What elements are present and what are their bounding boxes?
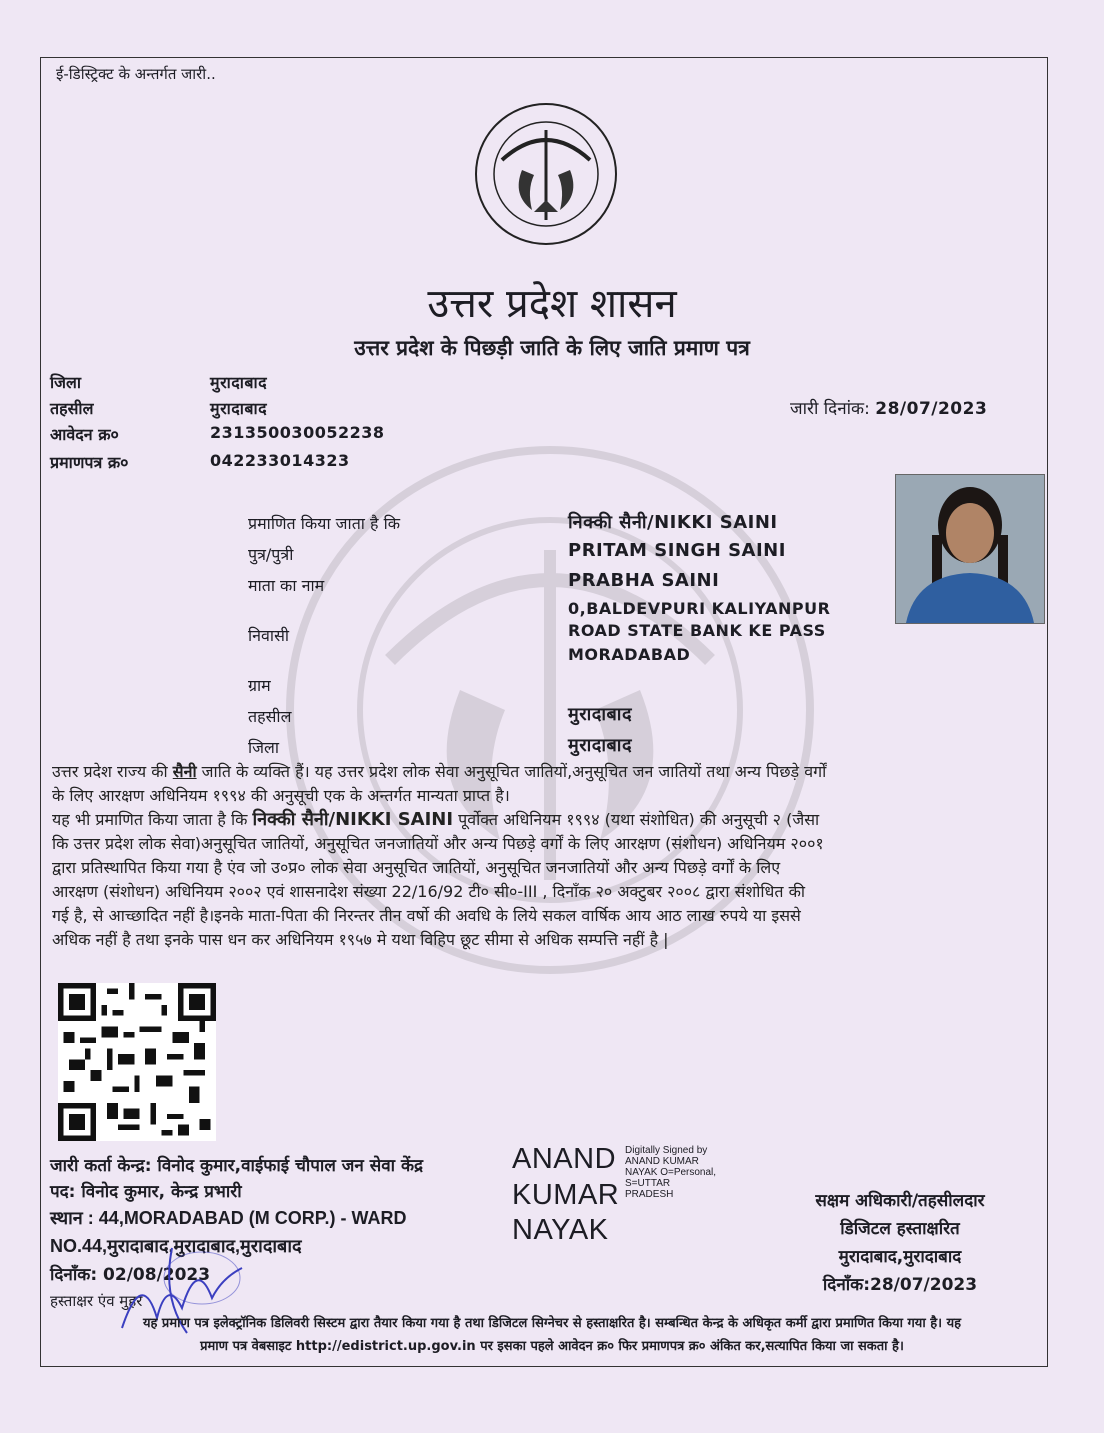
body-line xyxy=(52,760,1042,784)
residence-district-label: जिला xyxy=(248,738,280,757)
certificate-label: प्रमाणपत्र क्र० xyxy=(50,453,129,472)
digital-signer-last-name: NAYAK xyxy=(512,1214,609,1246)
digital-signer-middle-name: KUMAR xyxy=(512,1179,620,1211)
village-label: ग्राम xyxy=(248,676,271,695)
application-number: 231350030052238 xyxy=(210,423,385,442)
certified-label: प्रमाणित किया जाता है कि xyxy=(248,514,401,533)
residence-tehsil-label: तहसील xyxy=(248,707,292,726)
signature-detail-line: S=UTTAR xyxy=(625,1178,671,1189)
applicant-name: निक्की सैनी/NIKKI SAINI xyxy=(568,512,778,533)
issuer-date: दिनाँक: 02/08/2023 xyxy=(50,1265,211,1285)
mother-label: माता का नाम xyxy=(248,576,325,595)
applicant-name-inline: निक्की सैनी/NIKKI SAINI xyxy=(252,809,454,830)
footer-note-line-1: यह प्रमाण पत्र इलेक्ट्रॉनिक डिलिवरी सिस्टम द्वारा तैयार किया गया है तथा डिजिटल सिग्नेचर से हस्ताक्षरित है। सम्बन्धित केन्द्र के अधिकृत कर्मी द्वारा प्रमाणित किया गया है। यह xyxy=(142,1316,962,1331)
issue-date-value: 28/07/2023 xyxy=(875,399,988,419)
residence-tehsil: मुरादाबाद xyxy=(568,704,633,725)
body-line: आरक्षण (संशोधन) अधिनियम २००२ एवं शासनादेश संख्या 22/16/92 टी० सी०-III , दिनाँक २० अक्टुबर २००८ द्वारा संशोधित की xyxy=(52,882,806,901)
district-value: मुरादाबाद xyxy=(210,373,268,392)
application-label: आवेदन क्र० xyxy=(50,425,119,444)
body-text: यह भी प्रमाणित किया जाता है कि xyxy=(52,810,253,829)
body-text: पूर्वोक्त अधिनियम १९९४ (यथा संशोधित) की अनुसूची २ (जैसा xyxy=(453,810,820,829)
authority-title: सक्षम अधिकारी/तहसीलदार xyxy=(815,1191,985,1211)
address-line-3: MORADABAD xyxy=(568,645,691,664)
signature-detail-line: ANAND KUMAR xyxy=(625,1156,699,1167)
body-line: के लिए आरक्षण अधिनियम १९९४ की अनुसूची एक के अन्तर्गत मान्यता प्राप्त है। xyxy=(52,786,510,805)
digital-signer-first-name: ANAND xyxy=(512,1143,617,1175)
issuer-post: पद: विनोद कुमार, केन्द्र प्रभारी xyxy=(50,1182,242,1202)
authority-digital-signed: डिजिटल हस्ताक्षरित xyxy=(840,1219,960,1239)
issuer-place-line-2: NO.44,मुरादाबाद,मुरादाबाद,मुरादाबाद xyxy=(50,1236,302,1256)
body-text: उत्तर प्रदेश राज्य की xyxy=(52,762,173,781)
body-line: द्वारा प्रतिस्थापित किया गया है एंव जो उ०प्र० लोक सेवा अनुसूचित जातियों, अनुसूचित जनजातियों और अन्य पिछड़े वर्गों के लिए xyxy=(52,858,781,877)
certificate-subtitle: उत्तर प्रदेश के पिछड़ी जाति के लिए जाति प्रमाण पत्र xyxy=(354,336,750,360)
parent-label: पुत्र/पुत्री xyxy=(248,545,294,564)
body-line: अधिक नहीं है तथा इनके पास धन कर अधिनियम १९५७ मे यथा विहिप छूट सीमा से अधिक सम्पत्ति नहीं है | xyxy=(52,930,669,949)
body-line xyxy=(52,808,1042,832)
parent-name: PRITAM SINGH SAINI xyxy=(568,540,786,561)
authority-date: दिनाँक:28/07/2023 xyxy=(822,1275,978,1295)
footer-note-line-2: प्रमाण पत्र वेबसाइट http://edistrict.up.gov.in पर इसका पहले आवेदन क्र० फिर प्रमाणपत्र क्र० अंकित कर,सत्यापित किया जा सकता है। xyxy=(200,1339,904,1354)
authority-location: मुरादाबाद,मुरादाबाद xyxy=(838,1247,962,1267)
certificate-body xyxy=(52,760,1042,952)
residence-district: मुरादाबाद xyxy=(568,735,633,756)
tehsil-label: तहसील xyxy=(50,399,94,418)
tehsil-value: मुरादाबाद xyxy=(210,399,268,418)
applicant-portrait-icon xyxy=(896,475,1044,623)
district-label: जिला xyxy=(50,373,82,392)
issue-date-label: जारी दिनांक: xyxy=(790,399,870,419)
signature-detail-line: PRADESH xyxy=(625,1189,674,1200)
applicant-photo xyxy=(895,474,1045,624)
certificate-number: 042233014323 xyxy=(210,451,350,470)
body-line: कि उत्तर प्रदेश लोक सेवा)अनुसूचित जातियों, अनुसूचित जनजातियों और अन्य पिछड़े वर्गों के लिए आरक्षण (संशोधन) अधिनियम २००१ xyxy=(52,834,824,853)
signature-detail-line: Digitally Signed by xyxy=(625,1145,708,1156)
verification-qr-code[interactable] xyxy=(58,983,216,1141)
digital-signature-details xyxy=(625,1145,716,1200)
address-line-2: ROAD STATE BANK KE PASS xyxy=(568,621,826,640)
up-government-emblem xyxy=(472,100,620,248)
issuing-center: जारी कर्ता केन्द्र: विनोद कुमार,वाईफाई चौपाल जन सेवा केंद्र xyxy=(50,1156,424,1176)
address-line-1: 0,BALDEVPURI KALIYANPUR xyxy=(568,599,831,618)
caste-name: सैनी xyxy=(172,762,197,781)
issued-under-note: ई-डिस्ट्रिक्ट के अन्तर्गत जारी.. xyxy=(56,65,216,83)
issuer-place-line-1: स्थान : 44,MORADABAD (M CORP.) - WARD xyxy=(50,1208,407,1228)
issue-date-line xyxy=(790,396,987,419)
body-line: गई है, से आच्छादित नहीं है।इनके माता-पिता की निरन्तर तीन वर्षो की अवधि के लिये सकल वार्षिक आय आठ लाख रुपये या इससे xyxy=(52,906,801,925)
page-title: उत्तर प्रदेश शासन xyxy=(427,281,677,327)
mother-name: PRABHA SAINI xyxy=(568,570,720,591)
body-text: जाति के व्यक्ति हैं। यह उत्तर प्रदेश लोक सेवा अनुसूचित जातियों,अनुसूचित जन जातियों तथा अन्य पिछड़े वर्गों xyxy=(196,762,827,781)
signature-detail-line: NAYAK O=Personal, xyxy=(625,1167,717,1178)
resident-label: निवासी xyxy=(248,626,290,645)
signature-label: हस्ताक्षर एंव मुहर xyxy=(50,1292,143,1310)
